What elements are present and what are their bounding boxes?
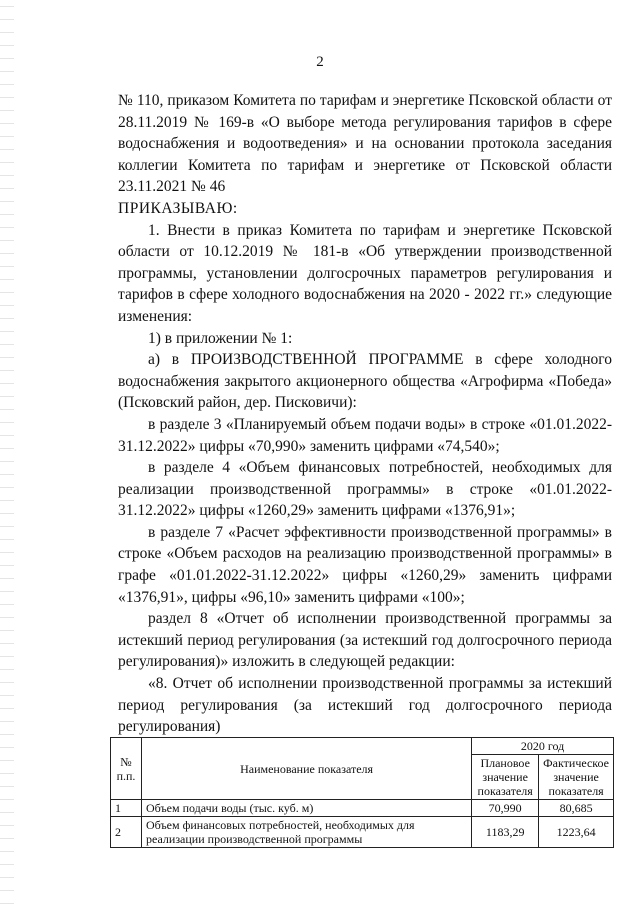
header-name: Наименование показателя xyxy=(142,738,472,800)
table-header-row xyxy=(111,738,614,755)
header-fact: Фактическое значение показателя xyxy=(539,755,614,800)
row-name: Объем финансовых потребностей, необходимых для реализации производственной программы xyxy=(142,817,472,848)
header-num: № п.п. xyxy=(111,738,142,800)
report-table xyxy=(110,737,614,848)
paragraph-section-4: в разделе 4 «Объем финансовых потребностей, необходимых для реализации производственной программы» в строке «01.01.2022-31.12.2022» цифры «1260,29» заменить цифрами «1376,91»; xyxy=(118,459,612,520)
paragraph-report-title: «8. Отчет об исполнении производственной программы за истекший период регулирования (за истекший год долгосрочного периода регулирования) xyxy=(118,675,612,736)
row-plan: 70,990 xyxy=(472,800,539,817)
paragraph-item-1: 1. Внести в приказ Комитета по тарифам и энергетике Псковской области от 10.12.2019 № 181-в «Об утверждении производственной программы, установлении долгосрочных параметров регулирования и тарифов в сфере холодного водоснабжения на 2020 - 2022 гг.» следующие изменения: xyxy=(118,221,612,325)
page-number: 2 xyxy=(316,54,324,70)
row-plan: 1183,29 xyxy=(472,817,539,848)
row-fact: 80,685 xyxy=(539,800,614,817)
paragraph-section-3: в разделе 3 «Планируемый объем подачи воды» в строке «01.01.2022-31.12.2022» цифры «70,990» заменить цифрами «74,540»; xyxy=(118,415,612,455)
scan-edge-strip xyxy=(0,0,14,905)
header-year: 2020 год xyxy=(472,738,614,755)
row-num: 2 xyxy=(111,817,142,848)
paragraph-appendix: 1) в приложении № 1: xyxy=(148,329,293,347)
row-name: Объем подачи воды (тыс. куб. м) xyxy=(142,800,472,817)
order-heading: ПРИКАЗЫВАЮ: xyxy=(118,199,238,217)
paragraph-section-8: раздел 8 «Отчет об исполнении производственной программы за истекший период регулирования (за истекший год долгосрочного периода регулирования)» изложить в следующей редакции: xyxy=(118,610,612,671)
document-body xyxy=(118,90,612,738)
paragraph-preamble: № 110, приказом Комитета по тарифам и энергетике Псковской области от 28.11.2019 № 169-в «О выборе метода регулирования тарифов в сфере водоснабжения и водоотведения» и на основании протокола заседания коллегии Комитета по тарифам и энергетике от Псковской области 23.11.2021 № 46 xyxy=(118,92,612,196)
paragraph-program: а) в ПРОИЗВОДСТВЕННОЙ ПРОГРАММЕ в сфере холодного водоснабжения закрытого акционерного общества «Агрофирма «Победа» (Псковский район, дер. Писковичи): xyxy=(118,351,612,412)
row-num: 1 xyxy=(111,800,142,817)
row-fact: 1223,64 xyxy=(539,817,614,848)
header-plan: Плановое значение показателя xyxy=(472,755,539,800)
paragraph-section-7: в разделе 7 «Расчет эффективности производственной программы» в строке «Объем расходов на реализацию производственной программы» в графе «01.01.2022-31.12.2022» цифры «1260,29» заменить цифрами «1376,91», цифры «96,10» заменить цифрами «100»; xyxy=(118,523,612,606)
table-row xyxy=(111,817,614,848)
table-row xyxy=(111,800,614,817)
